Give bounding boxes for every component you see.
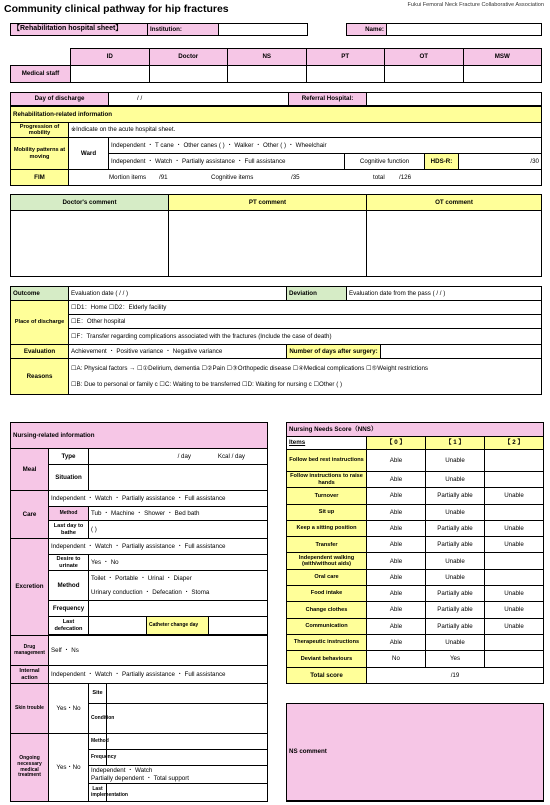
treatment-frequency-label: Frequency [89,750,107,766]
referral-field[interactable] [367,93,542,106]
desire-to-urinate-label: Desire to urinate [49,555,89,571]
nns-score-1-option[interactable]: Partially able [426,618,485,634]
ward-label: Ward [69,138,109,170]
motion-items-label: Mortion items [109,173,147,181]
skin-trouble-yes-no[interactable]: Yes・No [49,684,89,734]
nns-row [287,569,544,585]
staff-doctor-cell[interactable] [149,66,228,83]
nns-row [287,602,544,618]
treatment-method-field[interactable] [107,734,268,750]
sheet-header-table [10,23,219,36]
nns-item-label: Communication [287,618,367,634]
excretion-frequency-label: Frequency [49,601,89,617]
ward-line-1[interactable]: Independent ・ T cane ・ Other canes ( ) ・ Walker ・ Other ( ) ・ Wheelchair [109,138,542,154]
nns-score-0-option[interactable]: Able [367,602,426,618]
nns-row [287,618,544,634]
discharge-date[interactable]: / / [109,93,289,106]
nns-row [287,651,544,667]
nns-item-label: Change clothes [287,602,367,618]
nursing-section-title: Nursing-related information [11,423,268,449]
nns-score-2-option[interactable] [485,553,544,569]
nns-score-2-option[interactable]: Unable [485,520,544,536]
ns-comment-label: NS comment [287,704,544,801]
nns-item-label: Independent walking (with/without aids) [287,553,367,569]
evaluation-from-pass[interactable]: Evaluation date from the pass ( / / ) [347,287,542,301]
sheet-label: 【Rehabilitation hospital sheet】 [11,24,148,36]
nns-score-2-option[interactable] [485,569,544,585]
desire-to-urinate-value[interactable]: Yes ・ No [89,555,268,571]
care-levels[interactable]: Independent ・ Watch ・ Partially assistance ・ Full assistance [49,491,268,507]
discharge-table [10,92,542,106]
excretion-label: Excretion [11,539,49,636]
place-of-discharge-label: Place of discharge [11,301,69,345]
skin-condition-field[interactable] [107,704,268,734]
ns-comment-table [286,703,544,802]
nns-score-1-option[interactable]: Unable [426,471,485,487]
nns-item-label: Keep a sitting position [287,520,367,536]
nns-row [287,488,544,504]
last-defecation-cell[interactable] [89,617,268,635]
staff-id-cell[interactable] [71,66,150,83]
nns-score-1-option[interactable]: Partially able [426,586,485,602]
last-defecation-field[interactable] [89,617,147,634]
nns-score-2-option[interactable]: Unable [485,618,544,634]
fim-label: FIM [11,170,69,186]
skin-site-field[interactable] [107,684,268,704]
nns-item-label: Deviant behaviours [287,651,367,667]
meal-situation-label: Situation [49,465,89,491]
nns-item-label: Oral care [287,569,367,585]
nns-score-2-option[interactable]: Unable [485,488,544,504]
staff-msw-cell[interactable] [463,66,542,83]
nns-score-0-option[interactable]: Able [367,449,426,471]
name-label: Name: [347,24,387,36]
nns-item-label: Therapeutic instructions [287,634,367,650]
reasons-line-1: ☐A: Physical factors → ☐①Delirium, dementia ☐②Pain ☐③Orthopedic disease ☐④Medical complications ☐⑤Weight restrictions [71,365,428,373]
nns-score-2-option[interactable] [485,634,544,650]
nns-score-0-option[interactable]: Able [367,520,426,536]
nns-row [287,586,544,602]
medical-staff-table [10,48,542,83]
mobility-label: Mobility patterns at moving [11,138,69,170]
ongoing-treatment-yes-no[interactable]: Yes・No [49,734,89,802]
nns-score-1-header: 【 1 】 [426,436,485,449]
ns-comment-field[interactable] [287,801,544,802]
kcal-label: Kcal / day [217,452,245,460]
nns-score-1-option[interactable]: Yes [426,651,485,667]
outcome-label: Outcome [11,287,69,301]
nns-score-0-option[interactable]: Able [367,618,426,634]
nns-score-0-option[interactable]: Able [367,553,426,569]
nns-score-1-option[interactable]: Partially able [426,520,485,536]
staff-pt-cell[interactable] [306,66,385,83]
nns-table [286,422,544,684]
care-label: Care [11,491,49,539]
skin-site-label: Site [89,684,107,704]
nns-row [287,537,544,553]
cognitive-items-label: Cognitive items [211,173,254,181]
excretion-levels[interactable]: Independent ・ Watch ・ Partially assistance ・ Full assistance [49,539,268,555]
nns-item-label: Sit up [287,504,367,520]
progression-label: Progression of mobility [11,123,69,138]
drug-management-value[interactable]: Self ・ Ns [49,636,268,666]
nns-score-2-option[interactable] [485,504,544,520]
nns-item-label: Turnover [287,488,367,504]
nns-row [287,634,544,650]
nns-score-0-option[interactable]: Able [367,471,426,487]
reasons-cell[interactable] [69,359,542,395]
staff-ns-cell[interactable] [228,66,307,83]
hds-label: HDS-R: [425,154,459,170]
per-day-label: / day [177,452,191,460]
pt-comment-label: PT comment [169,195,367,211]
nns-score-2-option[interactable]: Unable [485,586,544,602]
last-implementation-field[interactable] [107,784,268,802]
nns-row [287,449,544,471]
treatment-levels-cell[interactable] [89,766,268,784]
ongoing-treatment-label: Ongoing necessary medical treatment [11,734,49,802]
referral-label: Referral Hospital: [289,93,367,106]
meal-situation-field[interactable] [89,465,268,491]
staff-ot-cell[interactable] [385,66,464,83]
care-method-label: Method [49,507,89,521]
nns-score-1-option[interactable]: Partially able [426,537,485,553]
excretion-method-line-2: Urinary conduction ・ Defecation ・ Stoma [91,588,210,596]
total-score: /126 [399,173,412,181]
evaluation-label: Evaluation [11,345,69,359]
progression-note: ※Indicate on the acute hospital sheet. [69,123,542,138]
doctor-comment-label: Doctor's comment [11,195,169,211]
treatment-method-label: Method [89,734,107,750]
rehab-table [10,106,542,186]
nns-row [287,520,544,536]
staff-col-ns: NS [228,49,307,66]
comments-table [10,194,542,277]
nns-score-0-option[interactable]: Able [367,586,426,602]
nns-score-0-option[interactable]: Able [367,504,426,520]
nns-item-label: Transfer [287,537,367,553]
discharge-label: Day of discharge [11,93,109,106]
hds-score[interactable]: /30 [459,154,542,170]
last-implementation-label: Last implementation [89,784,107,802]
internal-action-value[interactable]: Independent ・ Watch ・ Partially assistance ・ Full assistance [49,666,268,684]
nns-score-0-option[interactable]: Able [367,537,426,553]
doctor-comment-field[interactable] [11,211,169,277]
nns-score-2-option[interactable]: Unable [485,537,544,553]
staff-col-id: ID [71,49,150,66]
staff-col-msw: MSW [463,49,542,66]
catheter-change-field[interactable] [209,617,267,634]
days-after-surgery-field[interactable] [381,345,542,359]
cognitive-items-score: /35 [291,173,300,181]
organization-name: Fukui Femoral Neck Fracture Collaborative Association [407,2,544,8]
nns-score-1-option[interactable]: Partially able [426,602,485,618]
drug-management-label: Drug management [11,636,49,666]
place-line-1[interactable]: ☐D1：Home ☐D2：Elderly facility [69,301,542,315]
nns-score-1-option[interactable]: Unable [426,569,485,585]
treatment-level-line-2: Partially dependent ・ Total support [91,774,190,782]
reasons-line-2: ☐B: Due to personal or family c ☐C: Waiting to be transferred ☐D: Waiting for nursing c ☐Other ( ) [71,380,343,388]
nns-total-value[interactable]: /19 [367,667,544,683]
nns-score-1-option[interactable]: Unable [426,634,485,650]
care-method-value[interactable]: Tub ・ Machine ・ Shower ・ Bed bath [89,507,268,521]
institution-field[interactable] [218,23,308,36]
outcome-table [10,286,542,395]
reasons-label: Reasons [11,359,69,395]
nns-row [287,504,544,520]
nns-item-label: Follow instructions to raise hands [287,471,367,487]
nns-score-1-option[interactable]: Unable [426,449,485,471]
rehab-section-title: Rehabilitation-related information [11,107,542,123]
nns-score-1-option[interactable]: Partially able [426,488,485,504]
excretion-method-line-1: Toilet ・ Portable ・ Urinal ・ Diaper [91,575,192,583]
days-after-surgery-label: Number of days after surgery: [287,345,381,359]
nns-score-1-option[interactable]: Unable [426,504,485,520]
staff-col-doctor: Doctor [149,49,228,66]
last-defecation-label: Last defecation [49,617,89,635]
meal-label: Meal [11,449,49,491]
institution-label: Institution: [148,24,219,36]
place-line-2[interactable]: ☐E：Other hospital [69,315,542,329]
nns-item-label: Follow bed rest instructions [287,449,367,471]
last-bathe-label: Last day to bathe [49,521,89,539]
fim-row[interactable] [69,170,542,186]
nns-row [287,553,544,569]
catheter-change-label: Catheter change day [147,617,209,634]
nns-row [287,471,544,487]
nns-score-2-option[interactable] [485,651,544,667]
total-label: total [373,173,385,181]
staff-col-ot: OT [385,49,464,66]
meal-type-label: Type [49,449,89,465]
nns-score-0-option[interactable]: No [367,651,426,667]
nns-score-2-option[interactable] [485,471,544,487]
nursing-table [10,422,268,802]
cognitive-function-label: Cognitive function [345,154,425,170]
pt-comment-field[interactable] [169,211,367,277]
nns-score-2-option[interactable]: Unable [485,602,544,618]
nns-section-title: Nursing Needs Score（NNS） [287,423,544,437]
evaluation-date[interactable]: Evaluation date ( / / ) [69,287,287,301]
treatment-frequency-field[interactable] [107,750,268,766]
nns-score-0-option[interactable]: Able [367,488,426,504]
nns-score-1-option[interactable]: Unable [426,553,485,569]
name-field[interactable] [387,24,542,36]
skin-condition-label: Condition [89,704,107,734]
nns-score-0-option[interactable]: Able [367,634,426,650]
ot-comment-label: OT comment [367,195,542,211]
nns-score-2-option[interactable] [485,449,544,471]
ot-comment-field[interactable] [367,211,542,277]
excretion-method-label: Method [49,571,89,601]
treatment-level-line-1: Independent ・ Watch [91,767,153,775]
nns-items-header: Items [287,436,367,449]
nns-score-2-header: 【 2 】 [485,436,544,449]
meal-type-field[interactable] [89,449,268,465]
nns-score-0-option[interactable]: Able [367,569,426,585]
name-table [346,23,542,36]
motion-items-score: /91 [159,173,168,181]
medical-staff-label: Medical staff [11,66,71,83]
internal-action-label: Internal action [11,666,49,684]
page-title: Community clinical pathway for hip fractures [4,3,229,15]
nns-item-label: Food intake [287,586,367,602]
ward-line-2[interactable]: Independent ・ Watch ・ Partially assistance ・ Full assistance [109,154,345,170]
deviation-label: Deviation [287,287,347,301]
nns-total-label: Total score [287,667,367,683]
nns-score-0-header: 【 0 】 [367,436,426,449]
last-bathe-value[interactable]: ( ) [89,521,268,539]
skin-trouble-label: Skin trouble [11,684,49,734]
excretion-method-cell[interactable] [89,571,268,601]
evaluation-text[interactable]: Achievement ・ Positive variance ・ Negative variance [69,345,287,359]
staff-col-pt: PT [306,49,385,66]
excretion-frequency-field[interactable] [89,601,268,617]
place-line-3[interactable]: ☐F：Transfer regarding complications associated with the fractures (Include the case of death) [69,329,542,345]
